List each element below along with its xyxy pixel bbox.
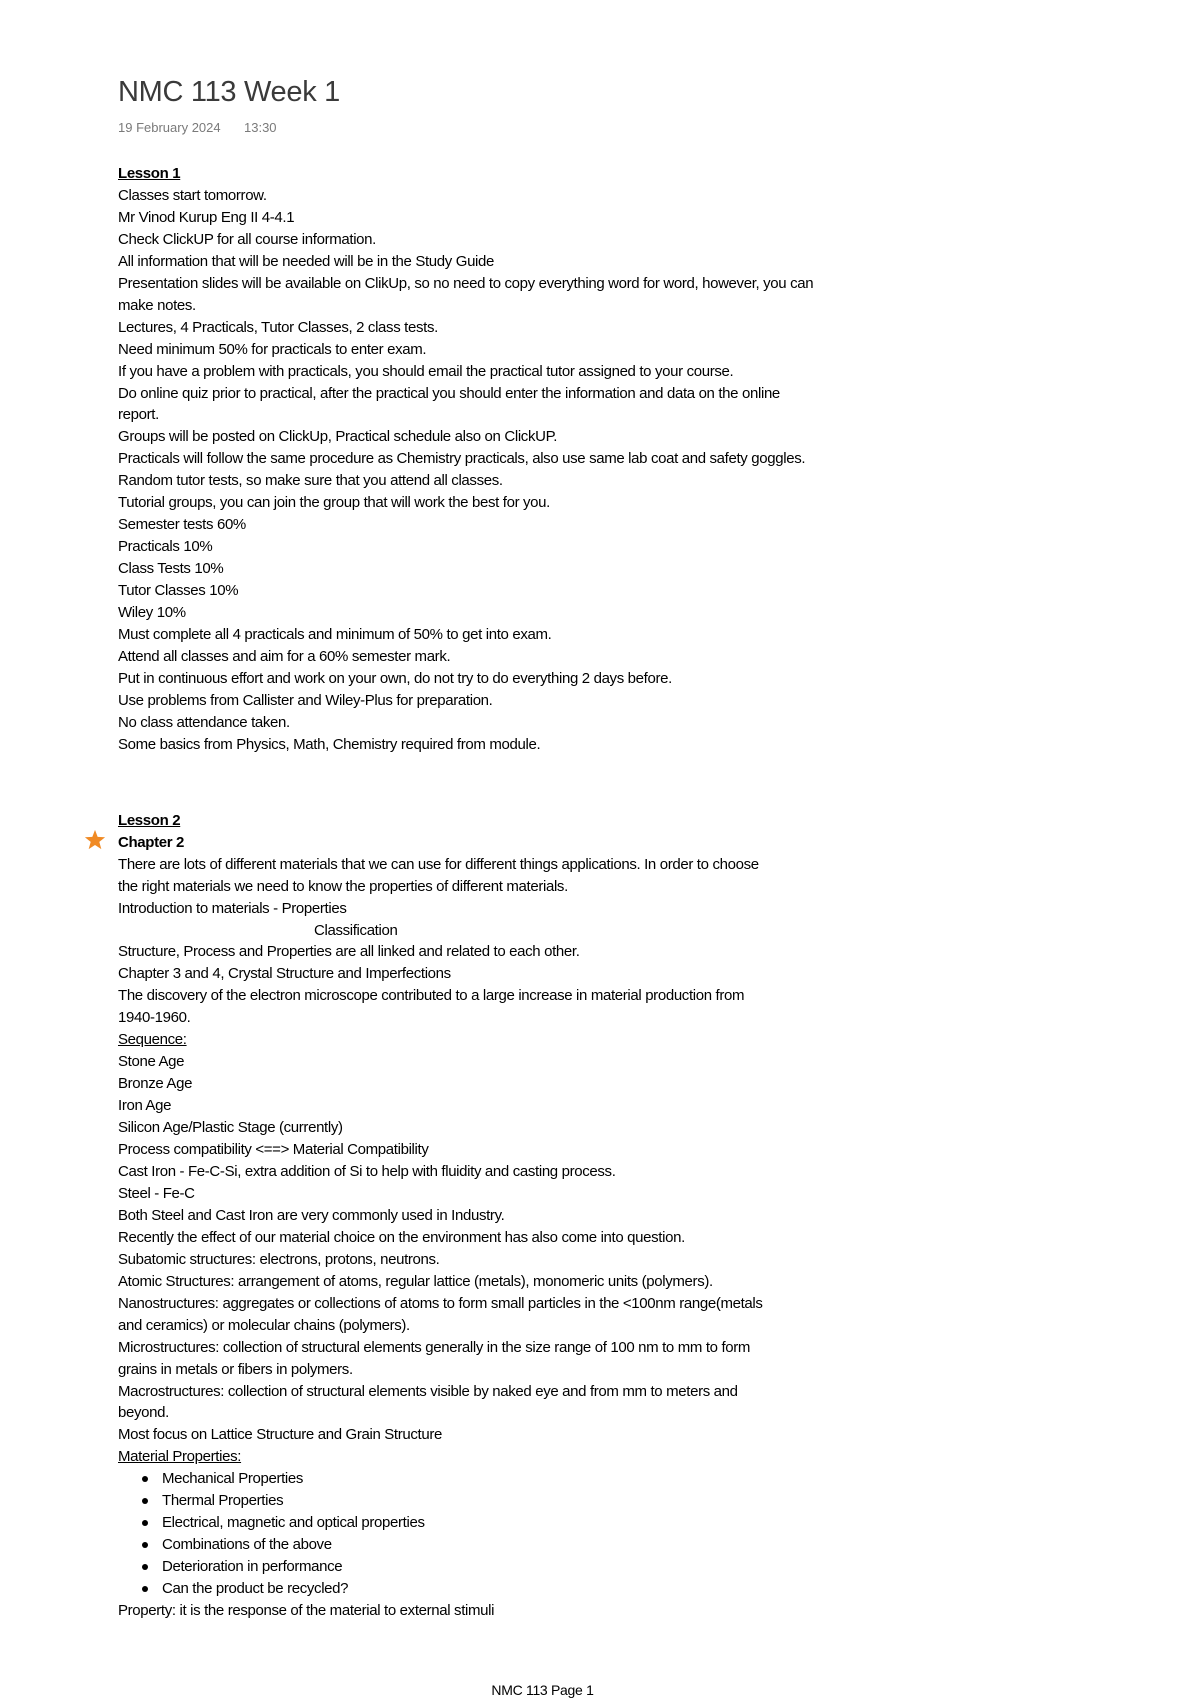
lesson-2-middle xyxy=(118,941,1118,1029)
text-line: There are lots of different materials that we can use for different things applications. In order to choose xyxy=(118,855,759,873)
text-line: The discovery of the electron microscope contributed to a large increase in material production from xyxy=(118,987,745,1005)
lesson-1-lines xyxy=(118,185,1118,756)
lesson-1-heading: Lesson 1 xyxy=(118,165,181,182)
text-line: make notes. xyxy=(118,296,196,314)
sequence-lines xyxy=(118,1051,1118,1446)
page-footer: NMC 113 Page 1 xyxy=(491,1682,594,1698)
note-body xyxy=(118,163,1118,1622)
list-item: Can the product be recycled? xyxy=(162,1578,1118,1600)
properties-heading: Material Properties: xyxy=(118,1448,242,1466)
text-line: Process compatibility <==> Material Compatibility xyxy=(118,1141,429,1159)
text-line: Stone Age xyxy=(118,1053,185,1071)
list-item: Electrical, magnetic and optical properties xyxy=(162,1512,1118,1534)
text-line: Macrostructures: collection of structural elements visible by naked eye and from mm to meters and xyxy=(118,1382,738,1400)
text-line: Atomic Structures: arrangement of atoms, regular lattice (metals), monomeric units (polymers). xyxy=(118,1272,713,1290)
text-line: Both Steel and Cast Iron are very commonly used in Industry. xyxy=(118,1206,505,1224)
text-line: No class attendance taken. xyxy=(118,713,290,731)
text-line: Chapter 3 and 4, Crystal Structure and Imperfections xyxy=(118,965,451,983)
text-line: Class Tests 10% xyxy=(118,560,224,578)
text-line: Subatomic structures: electrons, protons, neutrons. xyxy=(118,1250,440,1268)
chapter-heading: Chapter 2 xyxy=(118,833,185,851)
text-line: Groups will be posted on ClickUp, Practical schedule also on ClickUP. xyxy=(118,428,558,446)
text-line: Bronze Age xyxy=(118,1075,193,1093)
text-line: Tutor Classes 10% xyxy=(118,582,239,600)
text-line: Must complete all 4 practicals and minimum of 50% to get into exam. xyxy=(118,626,552,644)
text-line: Iron Age xyxy=(118,1097,172,1115)
text-line: Steel - Fe-C xyxy=(118,1184,195,1202)
text-line: grains in metals or fibers in polymers. xyxy=(118,1360,353,1378)
text-line: Attend all classes and aim for a 60% semester mark. xyxy=(118,647,451,665)
text-line: Random tutor tests, so make sure that you attend all classes. xyxy=(118,472,503,490)
text-line: Nanostructures: aggregates or collections of atoms to form small particles in the <100nm range(metals xyxy=(118,1294,763,1312)
text-line: Wiley 10% xyxy=(118,604,186,622)
text-line: report. xyxy=(118,406,159,424)
text-line: All information that will be needed will be in the Study Guide xyxy=(118,252,495,270)
text-line: and ceramics) or molecular chains (polymers). xyxy=(118,1316,410,1334)
text-line: Classes start tomorrow. xyxy=(118,186,267,204)
list-item: Mechanical Properties xyxy=(162,1468,1118,1490)
classification-label: Classification xyxy=(314,921,398,939)
text-line: beyond. xyxy=(118,1404,169,1422)
text-line: Practicals 10% xyxy=(118,538,213,556)
list-item: Deterioration in performance xyxy=(162,1556,1118,1578)
text-line: Semester tests 60% xyxy=(118,516,246,534)
text-line: Put in continuous effort and work on your own, do not try to do everything 2 days before. xyxy=(118,669,672,687)
text-line: Microstructures: collection of structural elements generally in the size range of 100 nm to mm to form xyxy=(118,1338,751,1356)
text-line: 1940-1960. xyxy=(118,1009,191,1027)
lesson-2-heading: Lesson 2 xyxy=(118,811,181,829)
text-line: the right materials we need to know the properties of different materials. xyxy=(118,877,568,895)
closing-line: Property: it is the response of the material to external stimuli xyxy=(118,1602,495,1620)
text-line: Some basics from Physics, Math, Chemistry required from module. xyxy=(118,735,541,753)
text-line: Cast Iron - Fe-C-Si, extra addition of Si to help with fluidity and casting process. xyxy=(118,1162,616,1180)
text-line: Do online quiz prior to practical, after the practical you should enter the information and data on the online xyxy=(118,384,780,402)
text-line: Silicon Age/Plastic Stage (currently) xyxy=(118,1119,343,1137)
text-line: If you have a problem with practicals, you should email the practical tutor assigned to your course. xyxy=(118,362,734,380)
text-line: Tutorial groups, you can join the group that will work the best for you. xyxy=(118,494,550,512)
page-title: NMC 113 Week 1 xyxy=(118,76,340,108)
text-line: Practicals will follow the same procedure as Chemistry practicals, also use same lab coat and safety goggles. xyxy=(118,450,806,468)
text-line: Mr Vinod Kurup Eng II 4-4.1 xyxy=(118,208,295,226)
text-line: Use problems from Callister and Wiley-Plus for preparation. xyxy=(118,691,493,709)
list-item: Thermal Properties xyxy=(162,1490,1118,1512)
text-line: Structure, Process and Properties are all linked and related to each other. xyxy=(118,943,580,961)
text-line: Most focus on Lattice Structure and Grain Structure xyxy=(118,1426,442,1444)
text-line: Lectures, 4 Practicals, Tutor Classes, 2 class tests. xyxy=(118,318,438,336)
list-item: Combinations of the above xyxy=(162,1534,1118,1556)
sequence-heading: Sequence: xyxy=(118,1031,187,1049)
text-line: Presentation slides will be available on ClikUp, so no need to copy everything word for word, however, you can xyxy=(118,274,814,292)
text-line: Recently the effect of our material choice on the environment has also come into question. xyxy=(118,1228,685,1246)
star-icon xyxy=(84,829,106,851)
properties-list xyxy=(118,1468,1118,1600)
text-line: Introduction to materials - Properties xyxy=(118,899,347,917)
lesson-2-intro xyxy=(118,854,1118,920)
note-date: 19 February 2024 xyxy=(118,120,221,135)
section-spacer xyxy=(118,756,1118,810)
text-line: Need minimum 50% for practicals to enter exam. xyxy=(118,340,427,358)
text-line: Check ClickUP for all course information. xyxy=(118,230,376,248)
note-time: 13:30 xyxy=(244,120,277,135)
